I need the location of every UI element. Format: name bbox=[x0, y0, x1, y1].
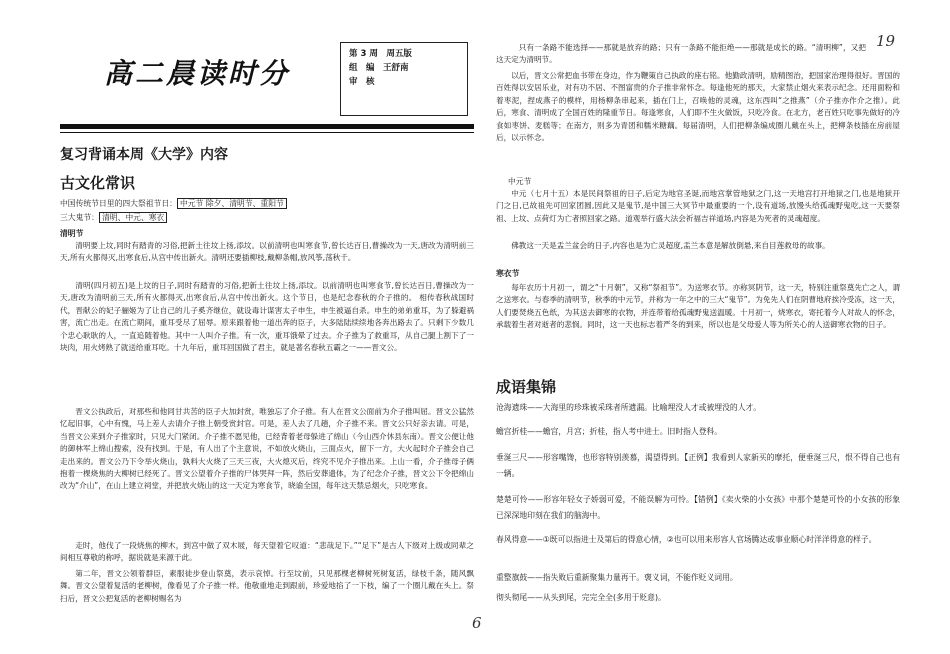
culture-section-title: 古文化常识 bbox=[60, 174, 136, 192]
issue-info-box bbox=[340, 42, 468, 116]
motto-paragraph: 只有一条路不能选择——那就是放弃的路；只有一条路不能拒绝——那就是成长的路。“清明柳”，又把这天定为清明节。 bbox=[496, 43, 866, 65]
qingming-paragraph-3: 晋文公执政后，对那些和他同甘共苦的臣子大加封赏，唯独忘了介子推。有人在晋文公面前为介子推叫屈。晋文公猛然忆起旧事，心中有愧，马上差人去请介子推上朝受赏封官。可是，差人去了几趟，介子推不来。晋文公只好亲去请。可是，当晋文公来到介子推家时，只见大门紧闭。介子推不愿见他，已经背着老母躲进了绵山（今山西介休县东南）。晋文公便让他的御林军上绵山搜索，没有找到。于是，有人出了个主意说，不如放火烧山，三面点火，留下一方，大火起时介子推会自己走出来的。晋文公乃下令举火烧山，孰料大火烧了三天三夜，大火熄灭后，终究不见介子推出来。上山一看，介子推母子俩抱着一棵烧焦的大柳树已经死了。晋文公望着介子推的尸体哭拜一阵，然后安葬遗体，为了纪念介子推，晋文公下令把绵山改为“介山”，在山上建立祠堂，并把放火烧山的这一天定为寒食节，晓谕全国，每年这天禁忌烟火，只吃寒食。 bbox=[60, 407, 474, 491]
idioms-section-title: 成语集锦 bbox=[496, 378, 557, 396]
page-number-top: 19 bbox=[876, 32, 896, 50]
idiom-item: 重整旗鼓——指失败后重新聚集力量再干。褒义词，不能作贬义词用。 bbox=[496, 573, 738, 582]
jinwengong-paragraph: 以后，晋文公常把血书带在身边，作为鞭策自己执政的座右铭。他勤政清明，励精图治，把国家治理得很好。晋国的百姓得以安居乐业，对有功不居、不图富贵的介子推非常怀念。每逢他死的那天，大家禁止烟火来表示纪念。还用面粉和着枣泥，捏成燕子的模样，用杨柳条串起来，插在门上，召唤他的灵魂，这东西叫“之推燕”（介子推亦作介之推）。此后，寒食、清明成了全国百姓的隆重节日。每逢寒食，人们即不生火做饭，只吃冷食。在北方，老百姓只吃事先做好的冷食如枣饼、麦糕等；在南方，则多为青团和糯米糖藕。每届清明，人们把柳条编成圈儿戴在头上，把柳条枝插在房前屋后，以示怀念。 bbox=[496, 71, 900, 143]
idiom-item: 蟾宫折桂——蟾宫，月宫；折桂，指人考中进士。旧时指人登科。 bbox=[496, 427, 723, 436]
qingming-paragraph-2: 清明(四月初五)是上坟的日子,同时有踏青的习俗,把新土往坟上扬,添坟。以前清明也叫寒食节,曾长达百日,曹操改为一天,唐改为清明前三天,所有火都得灭,出寒食后,从宫中传出新火。这个节日，也是纪念春秋的介子推的。 相传春秋战国时代，晋献公的妃子骊姬为了让自己的儿子奚齐继位，就设毒计谋害太子申生，申生被逼自杀。申生的弟弟重耳，为了躲避祸害，流亡出走。在流亡期间，重耳受尽了屈辱。原来跟着他一道出奔的臣子，大多陆陆续续地各奔出路去了。只剩下少数几个忠心耿耿的人，一直追随着他。其中一人叫介子推。有一次，重耳饿晕了过去。介子推为了救重耳，从自己腿上割下了一块肉，用火烤熟了就送给重耳吃。十九年后，重耳回国做了君主，就是著名春秋五霸之一——晋文公。 bbox=[60, 281, 474, 353]
festival-value: 中元节 除夕、清明节、重阳节 bbox=[177, 198, 287, 209]
festival-line bbox=[60, 198, 287, 209]
page-number-bottom: 6 bbox=[472, 614, 482, 632]
idiom-item: 沧海遗珠——大海里的珍珠被采珠者所遗漏。比喻埋没人才或被埋没的人才。 bbox=[496, 403, 762, 412]
zhongyuan-paragraph: 中元（七月十五）本是民间祭祖的日子,后定为地官圣诞,而地宫掌管地狱之门,这一天地宫打开地狱之门,也是地狱开门之日,已故祖先可回家团圆,因此又是鬼节,是中国三大冥节中最重要的一个,设有道场,放馒头给孤魂野鬼吃,这一天要祭祖、上坟、点荷灯为亡者照回家之路。道观举行盛大法会祈福吉祥道场,内容是为死者的灵魂超度。 bbox=[496, 189, 900, 223]
qingming-subheading: 清明节 bbox=[60, 229, 84, 238]
festival-label: 中国传统节日里的四大祭祖节日： bbox=[60, 199, 177, 208]
masthead-title: 高二晨读时分 bbox=[104, 57, 291, 90]
idiom-item: 垂涎三尺——形容嘴馋，也形容特别羡慕，渴望得到。【正例】我看到人家新买的摩托，便垂涎三尺，恨不得自己也有一辆。 bbox=[496, 453, 900, 478]
qingming-paragraph-1: 清明要上坟,同时有踏青的习俗,把新土往坟上扬,添坟。以前清明也叫寒食节,曾长达百日,曹操改为一天,唐改为清明前三天,所有火都得灭,出寒食后,从宫中传出新火。清明还要插柳枝,戴柳条帽,放风筝,荡秋千。 bbox=[60, 241, 474, 263]
hanyi-subheading: 寒衣节 bbox=[496, 269, 520, 278]
issue-week: 第 3 周 周五版 bbox=[349, 49, 412, 59]
header-rule-thick bbox=[60, 124, 474, 129]
idiom-item: 彻头彻尾——从头到尾，完完全全(多用于贬意)。 bbox=[496, 593, 666, 602]
issue-reviewer: 审 核 bbox=[349, 77, 375, 87]
zhongyuan-subheading: 中元节 bbox=[508, 177, 532, 186]
hanyi-paragraph: 每年农历十月初一，谓之“十月朝”，又称“祭祖节”。为送寒衣节。亦称冥阴节，这一天，特别注重祭奠先亡之人，谓之送寒衣。与春季的清明节，秋季的中元节，并称为一年之中的三大“鬼节”。为免先人们在阴曹地府挨冷受冻，这一天，人们要焚烧五色纸，为其送去御寒的衣物，并连带着给孤魂野鬼送温暖。十月初一，烧寒衣，寄托着今人对故人的怀念，承载着生者对逝者的悲悯。同时，这一天也标志着严冬的到来，所以也是父母爱人等为所关心的人送御寒衣物的日子。 bbox=[496, 283, 900, 330]
header-rule-thin bbox=[60, 132, 474, 133]
idiom-item: 春风得意——①既可以指进士及第后的得意心情，②也可以用来形容人官场腾达或事业顺心时洋洋得意的样子。 bbox=[496, 535, 877, 544]
yulanpen-paragraph: 佛教这一天是盂兰盆会的日子,内容也是为亡灵超度,盂兰本意是解放倒悬,来自目莲救母的故事。 bbox=[511, 241, 830, 250]
ghost-festival-line bbox=[60, 212, 167, 223]
qingming-paragraph-5: 第二年，晋文公领着群臣，素服徒步登山祭奠，表示哀悼。行至坟前，只见那棵老柳树死树复活，绿枝千条，随风飘舞。晋文公望着复活的老柳树，像看见了介子推一样。他敬重地走到跟前，珍爱地掐了一下枝，编了一个圈儿戴在头上。祭扫后，晋文公把复活的老柳树赐名为 bbox=[60, 569, 474, 603]
ghost-value: 清明、中元、寒衣 bbox=[99, 212, 167, 223]
issue-editor: 组 编 王舒南 bbox=[349, 63, 409, 73]
ghost-label: 三大鬼节： bbox=[60, 213, 99, 222]
review-heading: 复习背诵本周《大学》内容 bbox=[60, 147, 228, 163]
idiom-item: 楚楚可怜——形容年轻女子娇弱可爱，不能误解为可怜。【错例】《卖火柴的小女孩》中那个楚楚可怜的小女孩的形象已深深地印刻在我们的脑海中。 bbox=[496, 495, 900, 520]
qingming-paragraph-4: 走时，他伐了一段烧焦的柳木，到宫中做了双木屐，每天望着它叹道：“悲哉足下。”“足下”是古人下级对上级或同辈之间相互尊敬的称呼，据说就是来源于此。 bbox=[60, 541, 474, 563]
